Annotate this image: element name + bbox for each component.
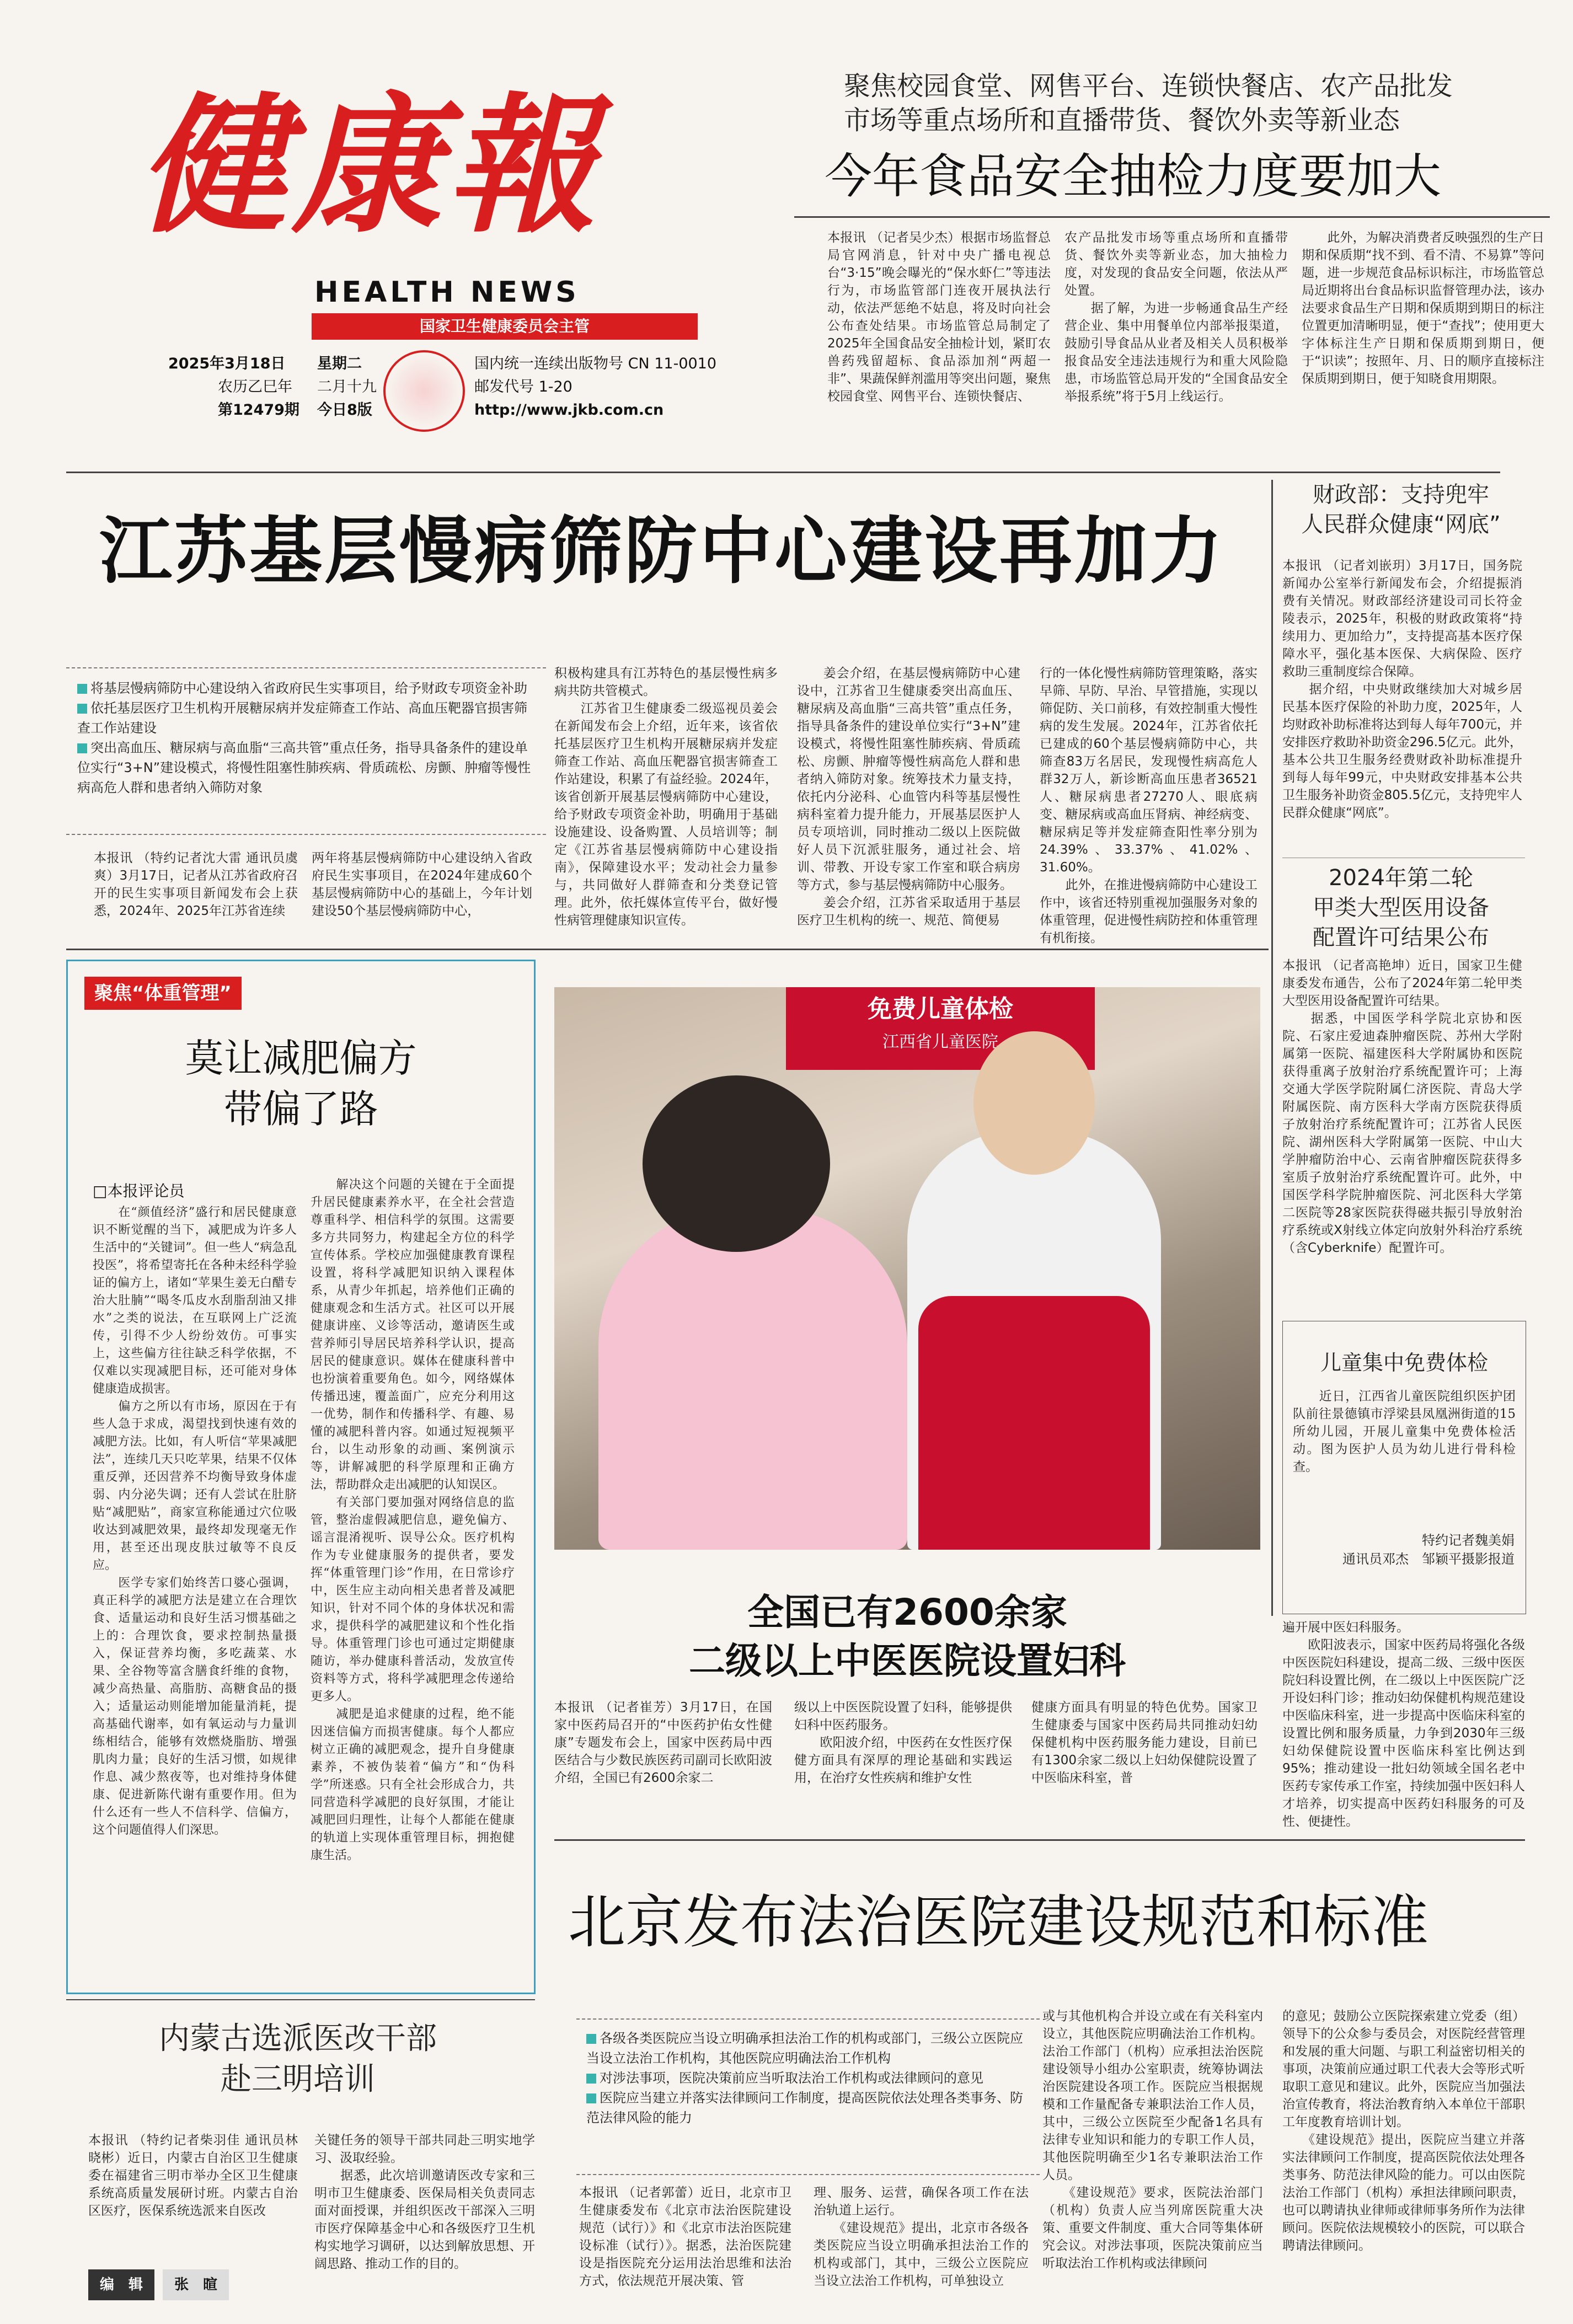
photo-banner: 免费儿童体检 江西省儿童医院 — [786, 987, 1095, 1070]
news-photo — [554, 987, 1260, 1550]
footer-editor — [88, 2269, 229, 2300]
tcm-story-col3: 健康方面具有明显的特色优势。国家卫生健康委与国家中医药局共同推动妇幼保健机构中医药服务能力建设，目前已有1300余家二级以上妇幼保健院设置了中医临床科室，普 — [1031, 1700, 1258, 1785]
right-story1-headline: 财政部：支持兜牢 人民群众健康“网底” — [1301, 482, 1501, 537]
lead-story-headline: 江苏基层慢病筛防中心建设再加力 — [99, 509, 1224, 594]
tcm-story-col4: 遍开展中医妇科服务。 欧阳波表示，国家中医药局将强化各级中医医院妇科建设，提高二级、三级中医医院妇科设置比例，在二级以上中医医院广泛开设妇科门诊；推动妇幼保健机构规范建设中医临床科室，进一步提高中医临床科室的设置比例和服务质量，力争到2030年三级妇幼保健院设置中医临床科室比例达到95%；推动建设一批妇幼领域全国名老中医药专家传承工作室，持续加强中医妇科人才培养，切实提高中医药妇科服务的可及性、便捷性。 — [1282, 1620, 1525, 1829]
emblem-icon — [383, 350, 465, 432]
photo-doctor-head — [973, 1031, 1095, 1175]
commentary-headline: 莫让减肥偏方 带偏了路 — [185, 1036, 417, 1132]
lead-story-rule — [66, 949, 1269, 950]
issue-date: 2025年3月18日 — [168, 355, 286, 372]
right-story2-body: 本报讯 （记者高艳坤）近日，国家卫生健康委发布通告，公布了2024年第二轮甲类大型医用设备配置许可结果。 据悉，中国医学科学院北京协和医院、石家庄爱迪森肿瘤医院、苏州大学附属第一医院、福建医科大学附属协和医院获得重离子放射治疗系统配置许可；上海交通大学医学院附属仁济医院、青岛大学附属医院、南方医科大学南方医院获得质子放射治疗系统配置许可；江苏省人民医院、湖州医科大学附属第一医院、中山大学肿瘤防治中心、云南省肿瘤医院获得多室质子放射治疗系统配置许可。此外，中国医学科学院肿瘤医院、河北医科大学第二医院等28家医院获得磁共振引导放射治疗系统或X射线立体定向放射外科治疗系统（含Cyberknife）配置许可。 — [1282, 958, 1522, 1255]
right-story1-body: 本报讯 （记者刘嵌玥）3月17日，国务院新闻办公室举行新闻发布会，介绍提振消费有关情况。财政部经济建设司司长符金陵表示，2025年，积极的财政政策将“持续用力、更加给力”，支持提高基本医疗保障水平，强化基本医保、大病保险、医疗救助三重制度综合保障。 据介绍，中央财政继续加大对城乡居民基本医疗保险的补助力度，2025年，人均财政补助标准将达到每人每年700元，并安排医疗救助补助资金296.5亿元。此外，基本公共卫生服务经费财政补助标准提升到每人每年99元，中央财政安排基本公共卫生服务补助资金805.5亿元，支持兜牢人民群众健康“网底”。 — [1282, 559, 1522, 820]
lead-summary-item: 依托基层医疗卫生机构开展糖尿病并发症筛查工作站、高血压靶器官损害筛查工作站建设 — [77, 700, 527, 736]
tcm-story-col2: 级以上中医医院设置了妇科，能够提供妇科中医药服务。 欧阳波介绍，中医药在女性医疗保健方面具有深厚的理论基础和实践运用，在治疗女性疾病和维护女性 — [794, 1700, 1012, 1785]
issue-info — [168, 353, 747, 425]
commentary-col2: 解决这个问题的关键在于全面提升居民健康素养水平，在全社会营造尊重科学、相信科学的氛围。这需要多方共同努力，构建起全方位的科学宣传体系。学校应加强健康教育课程设置，将科学减肥知识纳入课程体系，从青少年抓起，培养他们正确的健康观念和生活方式。社区可以开展健康讲座、义诊等活动，邀请医生或营养师引导居民培养科学认识，提高居民的健康意识。媒体在健康科普中也扮演着重要角色。如今，网络媒体传播迅速，覆盖面广，应充分利用这一优势，制作和传播科学、有趣、易懂的减肥科普内容。如通过短视频平台，以生动形象的动画、案例演示等，讲解减肥的科学原理和正确方法，帮助群众走出减肥的认知误区。 有关部门要加强对网络信息的监管，整治虚假减肥信息，避免偏方、谣言混淆视听、误导公众。医疗机构作为专业健康服务的提供者，要发挥“体重管理门诊”作用，在日常诊疗中，医生应主动向相关患者普及减肥知识，针对不同个体的身体状况和需求，提供科学的减肥建议和个性化指导。体重管理门诊也可通过定期健康随访，举办健康科普活动，发放宣传资料等方式，将科学减肥理念传递给更多人。 减肥是追求健康的过程，绝不能因迷信偏方而损害健康。每个人都应树立正确的减肥观念，提升自身健康素养，不被伪装着“偏方”和“伪科学”所迷惑。只有全社会形成合力，共同营造科学减肥的良好氛围，才能让减肥回归理性，让每个人都能在健康的轨道上实现体重管理目标，拥抱健康生活。 — [311, 1178, 515, 1862]
photo-child-figure — [598, 1208, 907, 1550]
lead-story-col3: 积极构建具有江苏特色的基层慢性病多病共防共管模式。 江苏省卫生健康委二级巡视员姜会在新闻发布会上介绍，近年来，该省依托基层医疗卫生机构开展糖尿病并发症筛查工作站、高血压靶器官损害筛查工作站建设，积累了有益经验。2024年，该省创新开展基层慢病筛防中心建设，给予财政专项资金补助，明确用于基础设施建设、设备购置、人员培训等；制定《江苏省基层慢病筛防中心建设指南》，保障建设水平；发动社会力量参与，共同做好人群筛查和分类登记管理。此外，依托媒体宣传平台，做好慢性病管理健康知识宣传。 — [554, 666, 778, 928]
beijing-summary-box — [576, 2018, 1040, 2175]
right-story3-headline: 儿童集中免费体检 — [1320, 1351, 1488, 1375]
lead-story-col2: 两年将基层慢病筛防中心建设纳入省政府民生实事项目，在2024年建成60个基层慢病筛防中心的基础上，今年计划建设50个基层慢病筛防中心， — [312, 851, 532, 918]
website[interactable]: http://www.jkb.com.cn — [474, 401, 664, 419]
bullet-icon — [586, 2034, 596, 2044]
editor-name: 张 暄 — [163, 2269, 229, 2300]
postal-code: 邮发代号 1-20 — [474, 378, 573, 395]
bullet-icon — [586, 2093, 596, 2103]
photo-child-head — [643, 1075, 830, 1252]
page-count: 今日8版 — [317, 401, 372, 419]
beijing-summary-item: 医院应当建立并落实法律顾问工作制度，提高医院依法处理各类事务、防范法律风险的能力 — [586, 2090, 1023, 2125]
beijing-story-col4: 的意见；鼓励公立医院探索建立党委（组）领导下的公众参与委员会，对医院经营管理和发展的重大问题、与职工利益密切相关的事项，决策前应通过职工代表大会等形式听取职工意见和建议。此外，医院应当加强法治宣传教育，将法治教育纳入本单位干部职工年度教育培训计划。 《建设规范》提出，医院应当建立并落实法律顾问工作制度，提高医院依法处理各类事务、防范法律风险的能力。可以由医院法治工作部门（机构）承担法律顾问职责，也可以聘请执业律师或律师事务所作为法律顾问。医院依法规模较小的医院，可以联合聘请法律顾问。 — [1282, 2009, 1525, 2253]
left-bottom-rule — [66, 1999, 535, 2000]
masthead — [0, 0, 750, 485]
masthead-logo: 健康報 — [138, 78, 601, 253]
editor-label: 编 辑 — [88, 2269, 154, 2300]
tcm-story-col1: 本报讯 （记者崔芳）3月17日，在国家中医药局召开的“中医药护佑女性健康”专题发布会上，国家中医药局中西医结合与少数民族医药司副司长欧阳波介绍，全国已有2600余家二 — [554, 1700, 772, 1785]
beijing-summary-item: 对涉法事项，医院决策前应当听取法治工作机构或法律顾问的意见 — [586, 2068, 1030, 2088]
masthead-rule — [66, 472, 1500, 473]
commentary-box — [66, 960, 536, 1994]
right-story2-headline: 2024年第二轮 甲类大型医用设备 配置许可结果公布 — [1313, 865, 1489, 950]
inner-mongolia-headline: 内蒙古选派医改干部 赴三明培训 — [159, 2021, 437, 2097]
beijing-story-headline: 北京发布法治医院建设规范和标准 — [568, 1888, 1429, 1956]
lead-story-col5: 行的一体化慢性病筛防管理策略，落实早筛、早防、早治、早管措施，实现以筛促防、关口前移，有效控制重大慢性病的发生发展。2024年，江苏省依托已建成的60个基层慢病筛防中心，共筛查83万名居民，发现慢性病高危人群32万人，新诊断高血压患者36521人、糖尿病患者27270人、眼底病变、糖尿病或高血压肾病、神经病变、糖尿病足等并发症筛查阳性率分别为24.39%、33.37%、41.02%、31.60%。 此外，在推进慢病筛防中心建设工作中，该省还特别重视加强服务对象的体重管理，促进慢性病防控和体重管理有机衔接。 — [1040, 666, 1258, 945]
cn-number: 国内统一连续出版物号 CN 11-0010 — [474, 355, 717, 372]
right-story3-credit: 特约记者魏美娟 — [1422, 1533, 1515, 1548]
lunar-year: 农历乙巳年 — [218, 378, 292, 395]
top-story-rule — [794, 216, 1550, 218]
bullet-icon — [77, 704, 87, 714]
inner-mongolia-col1: 本报讯 （特约记者柴羽佳 通讯员林晓彬）近日，内蒙古自治区卫生健康委在福建省三明市举办全区卫生健康系统高质量发展研讨班。内蒙古自治区医疗，医保系统选派来自医改 — [88, 2133, 298, 2218]
lunar-day: 二月十九 — [317, 378, 377, 395]
tcm-story-headline: 全国已有2600余家 二级以上中医医院设置妇科 — [689, 1591, 1126, 1682]
lead-summary-item: 突出高血压、糖尿病与高血脂“三高共管”重点任务，指导具备条件的建设单位实行“3+N”建设模式，将慢性阻塞性肺疾病、骨质疏松、房颤、肿瘤等慢性病高危人群和患者纳入筛防对象 — [77, 740, 531, 795]
issue-weekday: 星期二 — [317, 355, 362, 372]
right-story3-credit: 通讯员邓杰 邹颖平摄影报道 — [1342, 1551, 1515, 1567]
commentary-tag: 聚焦“体重管理” — [84, 977, 242, 1010]
sponsor-bar: 国家卫生健康委员会主管 — [312, 313, 698, 340]
inner-mongolia-col2: 关键任务的领导干部共同赴三明实地学习、汲取经验。 据悉，此次培训邀请医改专家和三明市卫生健康委、医保局相关负责同志面对面授课，并组织医改干部深入三明市医疗保障基金中心和各级医疗卫生机构实地学习调研，以达到解放思想、开阔思路、推动工作的目的。 — [314, 2133, 535, 2271]
right-story3-box — [1282, 1321, 1526, 1614]
lead-summary-box — [66, 667, 546, 835]
tcm-story-rule — [554, 1839, 1525, 1841]
top-story-col3: 此外，为解决消费者反映强烈的生产日期和保质期“找不到、看不清、不易算”等问题，进一步规范食品标识标注，市场监管总局近期将出台食品标识监督管理办法，该办法要求食品生产日期和保质期到期日的标注位置更加清晰明显，便于“查找”；使用更大字体标注生产日期和保质期到期日，便于“识读”；按照年、月、日的顺序直接标注保质期到期日，便于知晓食用期限。 — [1302, 231, 1544, 386]
beijing-story-col1: 本报讯 （记者郭蕾）近日，北京市卫生健康委发布《北京市法治医院建设规范（试行）》和《北京市法治医院建设标准（试行）》。据悉，法治医院建设是指医院充分运用法治思维和法治方式，依法规范开展决策、管 — [579, 2186, 791, 2288]
bullet-icon — [586, 2074, 596, 2084]
right-story3-body: 近日，江西省儿童医院组织医护团队前往景德镇市浮梁县凤凰洲街道的15所幼儿园，开展儿童集中免费体检活动。图为医护人员为幼儿进行骨科检查。 — [1293, 1389, 1516, 1474]
top-story-col1: 本报讯 （记者吴少杰）根据市场监督总局官网消息，针对中央广播电视总台“3·15”晚会曝光的“保水虾仁”等违法行为，市场监管部门连夜开展执法行动，依法严惩绝不姑息，将及时向社会公布查处结果。市场监管总局制定了2025年全国食品安全抽检计划，紧盯农兽药残留超标、食品添加剂“两超一非”、果蔬保鲜剂滥用等突出问题，聚焦校园食堂、网售平台、连锁快餐店、 — [827, 231, 1051, 404]
beijing-story-col3: 或与其他机构合并设立或在有关科室内设立，其他医院应明确法治工作机构。法治工作部门（机构）应承担法治医院建设领导小组办公室职责，统筹协调法治医院建设各项工作。医院应当根据规模和工作量配备专兼职法治工作人员，其中，三级公立医院至少配备1名具有法律专业知识和能力的专职工作人员，其他医院明确至少1名专兼职法治工作人员。 《建设规范》要求，医院法治部门（机构）负责人应当列席医院重大决策、重要文件制度、重大合同等集体研究会议。对涉法事项，医院决策前应当听取法治工作机构或法律顾问 — [1042, 2009, 1263, 2271]
beijing-story-col2: 理、服务、运营，确保各项工作在法治轨道上运行。 《建设规范》提出，北京市各级各类医院应当设立明确承担法治工作的机构或部门，其中，三级公立医院应当设立法治工作机构，可单独设立 — [814, 2186, 1029, 2288]
english-name: HEALTH NEWS — [314, 276, 580, 309]
bullet-icon — [77, 684, 87, 694]
commentary-author: □本报评论员 — [93, 1182, 185, 1200]
lead-summary-item: 将基层慢病筛防中心建设纳入省政府民生实事项目，给予财政专项资金补助 — [77, 678, 535, 698]
top-story-kicker: 聚焦校园食堂、网售平台、连锁快餐店、农产品批发 市场等重点场所和直播带货、餐饮外卖等新业态 — [844, 71, 1453, 136]
bullet-icon — [77, 743, 87, 753]
photo-doctor-vest — [918, 1296, 1150, 1550]
lead-story-col4: 姜会介绍，在基层慢病筛防中心建设中，江苏省卫生健康委突出高血压、糖尿病及高血脂“三高共管”重点任务，指导具备条件的建设单位实行“3+N”建设模式，将慢性阻塞性肺疾病、骨质疏松、房颤、肿瘤等慢性病高危人群和患者纳入筛防对象。统筹技术力量支持，依托内分泌科、心血管内科等基层慢性病科室着力提升能力，开展基层医护人员专项培训，同时推动二级以上医院做好人员下沉派驻服务，通过社会、培训、带教、开设专家工作室和联合病房等方式，参与基层慢病筛防中心服务。 姜会介绍，江苏省采取适用于基层医疗卫生机构的统一、规范、简便易 — [797, 666, 1020, 928]
lead-story-col1: 本报讯 （特约记者沈大雷 通讯员虞爽）3月17日，记者从江苏省政府召开的民生实事项目新闻发布会上获悉，2024年、2025年江苏省连续 — [94, 851, 298, 918]
commentary-col1: 在“颜值经济”盛行和居民健康意识不断觉醒的当下，减肥成为许多人生活中的“关键词”。但一些人“病急乱投医”，将希望寄托在各种未经科学验证的偏方上，诸如“苹果生姜无白醋专治大肚腩”“喝冬瓜皮水刮脂刮油又排水”之类的说法，在互联网上广泛流传，引得不少人纷纷效仿。可事实上，这些偏方往往缺乏科学依据，不仅难以实现减肥目标，还可能对身体健康造成损害。 偏方之所以有市场，原因在于有些人急于求成，渴望找到快速有效的减肥方法。比如，有人听信“苹果减肥法”，连续几天只吃苹果，结果不仅体重反弹，还因营养不均衡导致身体虚弱、内分泌失调；还有人尝试在肚脐贴“减肥贴”，商家宣称能通过穴位吸收达到减肥效果，最终却发现毫无作用，甚至还出现皮肤过敏等不良反应。 医学专家们始终苦口婆心强调，真正科学的减肥方法是建立在合理饮食、适量运动和良好生活习惯基础之上的：合理饮食，要求控制热量摄入，保证营养均衡，多吃蔬菜、水果、全谷物等富含膳食纤维的食物，减少高热量、高脂肪、高糖食品的摄入；适量运动则能增加能量消耗，提高基础代谢率，如有氧运动与力量训练相结合，能够有效燃烧脂肪、增强肌肉力量；良好的生活习惯，如规律作息、减少熬夜等，也对维持身体健康、促进新陈代谢有重要作用。但为什么还有一些人不信科学、信偏方，这个问题值得人们深思。 — [93, 1206, 297, 1837]
issue-no: 第12479期 — [218, 401, 299, 419]
right-column-rule — [1271, 480, 1273, 1616]
top-story-headline: 今年食品安全抽检力度要加大 — [825, 149, 1441, 204]
beijing-summary-item: 各级各类医院应当设立明确承担法治工作的机构或部门，三级公立医院应当设立法治工作机构，其他医院应明确法治工作机构 — [586, 2031, 1023, 2066]
top-story-col2: 农产品批发市场等重点场所和直播带货、餐饮外卖等新业态，加大抽检力度，对发现的食品安全问题，依法从严处置。 据了解，为进一步畅通食品生产经营企业、集中用餐单位内部举报渠道，鼓励引导食品从业者及相关人员积极举报食品安全违法违规行为和重大风险隐患，市场监管总局开发的“全国食品安全举报系统”将于5月上线运行。 — [1064, 231, 1288, 404]
